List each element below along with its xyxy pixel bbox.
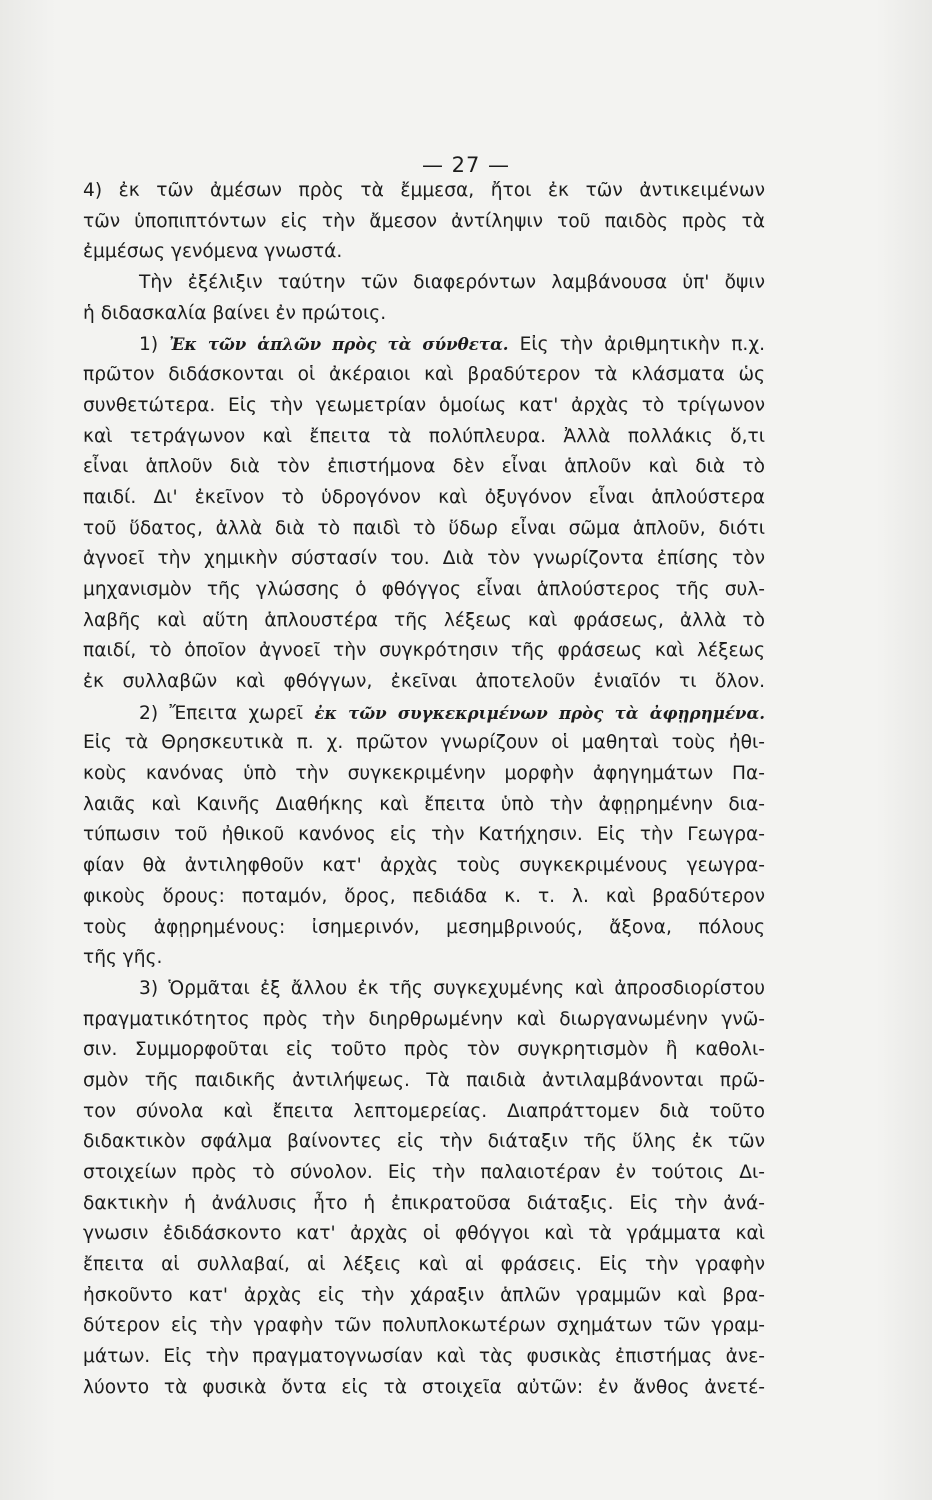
text-line: ἡ διδασκαλία βαίνει ἐν πρώτοις. [83, 302, 387, 324]
text-line: τοῦ ὕδατος, ἀλλὰ διὰ τὸ παιδὶ τὸ ὕδωρ εἶναι σῶμα ἁπλοῦν, διότι [83, 517, 765, 539]
list-marker: 2) Ἔπειτα χωρεῖ [139, 702, 315, 724]
text-line: διδακτικὸν σφάλμα βαίνοντες εἰς τὴν διάταξιν τῆς ὕλης ἐκ τῶν [83, 1131, 765, 1153]
text-line: τον σύνολα καὶ ἔπειτα λεπτομερείας. Διαπράττομεν διὰ τοῦτο [83, 1100, 765, 1122]
text-line: φικοὺς ὅρους: ποταμόν, ὄρος, πεδιάδα κ. τ. λ. καὶ βραδύτερον [83, 885, 765, 907]
text-line: ἔπειτα αἱ συλλαβαί, αἱ λέξεις καὶ αἱ φράσεις. Εἰς τὴν γραφὴν [83, 1254, 765, 1276]
page-number: — 27 — [421, 153, 511, 177]
text-line: εἶναι ἁπλοῦν διὰ τὸν ἐπιστήμονα δὲν εἶναι ἁπλοῦν καὶ διὰ τὸ [83, 456, 765, 478]
text-line: παιδί, τὸ ὁποῖον ἀγνοεῖ τὴν συγκρότησιν τῆς φράσεως καὶ λέξεως [83, 640, 765, 662]
text-line: δακτικὴν ἡ ἀνάλυσις ἦτο ἡ ἐπικρατοῦσα διάταξις. Εἰς τὴν ἀνά- [83, 1192, 765, 1214]
text-line: ἐμμέσως γενόμενα γνωστά. [83, 241, 343, 263]
text-line: μηχανισμὸν τῆς γλώσσης ὁ φθόγγος εἶναι ἁπλούστερος τῆς συλ- [83, 578, 765, 600]
text-line: σιν. Συμμορφοῦται εἰς τοῦτο πρὸς τὸν συγκρητισμὸν ἢ καθολι- [83, 1039, 765, 1061]
text-line: τύπωσιν τοῦ ἠθικοῦ κανόνος εἰς τὴν Κατήχησιν. Εἰς τὴν Γεωγρα- [83, 824, 765, 846]
text-line: τῆς γῆς. [83, 947, 163, 969]
text-line: λαιᾶς καὶ Καινῆς Διαθήκης καὶ ἔπειτα ὑπὸ τὴν ἀφῃρημένην δια- [83, 793, 765, 815]
text-line [83, 329, 765, 360]
text-line: 3) Ὁρμᾶται ἐξ ἄλλου ἐκ τῆς συγκεχυμένης καὶ ἀπροσδιορίστου [139, 977, 765, 999]
text-line [83, 698, 765, 729]
text-line: δύτερον εἰς τὴν γραφὴν τῶν πολυπλοκωτέρων σχημάτων τῶν γραμ- [83, 1315, 765, 1337]
text-line: συνθετώτερα. Εἰς τὴν γεωμετρίαν ὁμοίως κατ' ἀρχὰς τὸ τρίγωνον [83, 394, 765, 416]
text-line: ἐκ συλλαβῶν καὶ φθόγγων, ἐκεῖναι ἀποτελοῦν ἑνιαῖόν τι ὅλον. [83, 671, 765, 692]
text-line: λαβῆς καὶ αὕτη ἁπλουστέρα τῆς λέξεως καὶ φράσεως, ἀλλὰ τὸ [83, 609, 765, 631]
text-line: μάτων. Εἰς τὴν πραγματογνωσίαν καὶ τὰς φυσικὰς ἐπιστήμας ἀνε- [83, 1346, 765, 1368]
text-line: Εἰς τὰ Θρησκευτικὰ π. χ. πρῶτον γνωρίζουν οἱ μαθηταὶ τοὺς ἠθι- [83, 732, 765, 754]
body-text [83, 176, 765, 1404]
text-line: φίαν θὰ ἀντιληφθοῦν κατ' ἀρχὰς τοὺς συγκεκριμένους γεωγρα- [83, 855, 765, 877]
text-line: 4) ἐκ τῶν ἀμέσων πρὸς τὰ ἔμμεσα, ἤτοι ἐκ τῶν ἀντικειμένων [83, 180, 765, 201]
section-heading: ἐκ τῶν συγκεκριμένων πρὸς τὰ ἀφῃρημένα. [314, 702, 765, 723]
text-line: ἠσκοῦντο κατ' ἀρχὰς εἰς τὴν χάραξιν ἁπλῶν γραμμῶν καὶ βρα- [83, 1284, 765, 1306]
text-line: Τὴν ἐξέλιξιν ταύτην τῶν διαφερόντων λαμβάνουσα ὑπ' ὄψιν [139, 272, 765, 294]
text-line: σμὸν τῆς παιδικῆς ἀντιλήψεως. Τὰ παιδιὰ ἀντιλαμβάνονται πρῶ- [83, 1069, 765, 1091]
text-line: λύοντο τὰ φυσικὰ ὄντα εἰς τὰ στοιχεῖα αὐτῶν: ἐν ἄνθος ἀνετέ- [83, 1376, 765, 1398]
list-marker: 1) [139, 334, 170, 356]
text-line: τῶν ὑποπιπτόντων εἰς τὴν ἄμεσον ἀντίληψιν τοῦ παιδὸς πρὸς τὰ [83, 210, 765, 232]
text-line: πρῶτον διδάσκονται οἱ ἀκέραιοι καὶ βραδύτερον τὰ κλάσματα ὡς [83, 364, 765, 386]
text-line: γνωσιν ἐδιδάσκοντο κατ' ἀρχὰς οἱ φθόγγοι καὶ τὰ γράμματα καὶ [83, 1223, 765, 1245]
text-line: καὶ τετράγωνον καὶ ἔπειτα τὰ πολύπλευρα. Ἀλλὰ πολλάκις ὅ,τι [83, 425, 765, 447]
text-line: κοὺς κανόνας ὑπὸ τὴν συγκεκριμένην μορφὴν ἀφηγημάτων Πα- [83, 763, 765, 785]
text-line: παιδί. Δι' ἐκεῖνον τὸ ὑδρογόνον καὶ ὀξυγόνον εἶναι ἁπλούστερα [83, 486, 765, 508]
text-line: ἀγνοεῖ τὴν χημικὴν σύστασίν του. Διὰ τὸν γνωρίζοντα ἐπίσης τὸν [83, 548, 765, 570]
text-line: τοὺς ἀφῃρημένους: ἰσημερινόν, μεσημβρινούς, ἄξονα, πόλους [83, 916, 765, 938]
text-line: στοιχείων πρὸς τὸ σύνολον. Εἰς τὴν παλαιοτέραν ἐν τούτοις Δι- [83, 1162, 765, 1183]
text-line: πραγματικότητος πρὸς τὴν διηρθρωμένην καὶ διωργανωμένην γνῶ- [83, 1008, 765, 1030]
line-remainder: Εἰς τὴν ἀριθμητικὴν π.χ. [508, 334, 765, 356]
section-heading: Ἐκ τῶν ἁπλῶν πρὸς τὰ σύνθετα. [169, 334, 509, 355]
